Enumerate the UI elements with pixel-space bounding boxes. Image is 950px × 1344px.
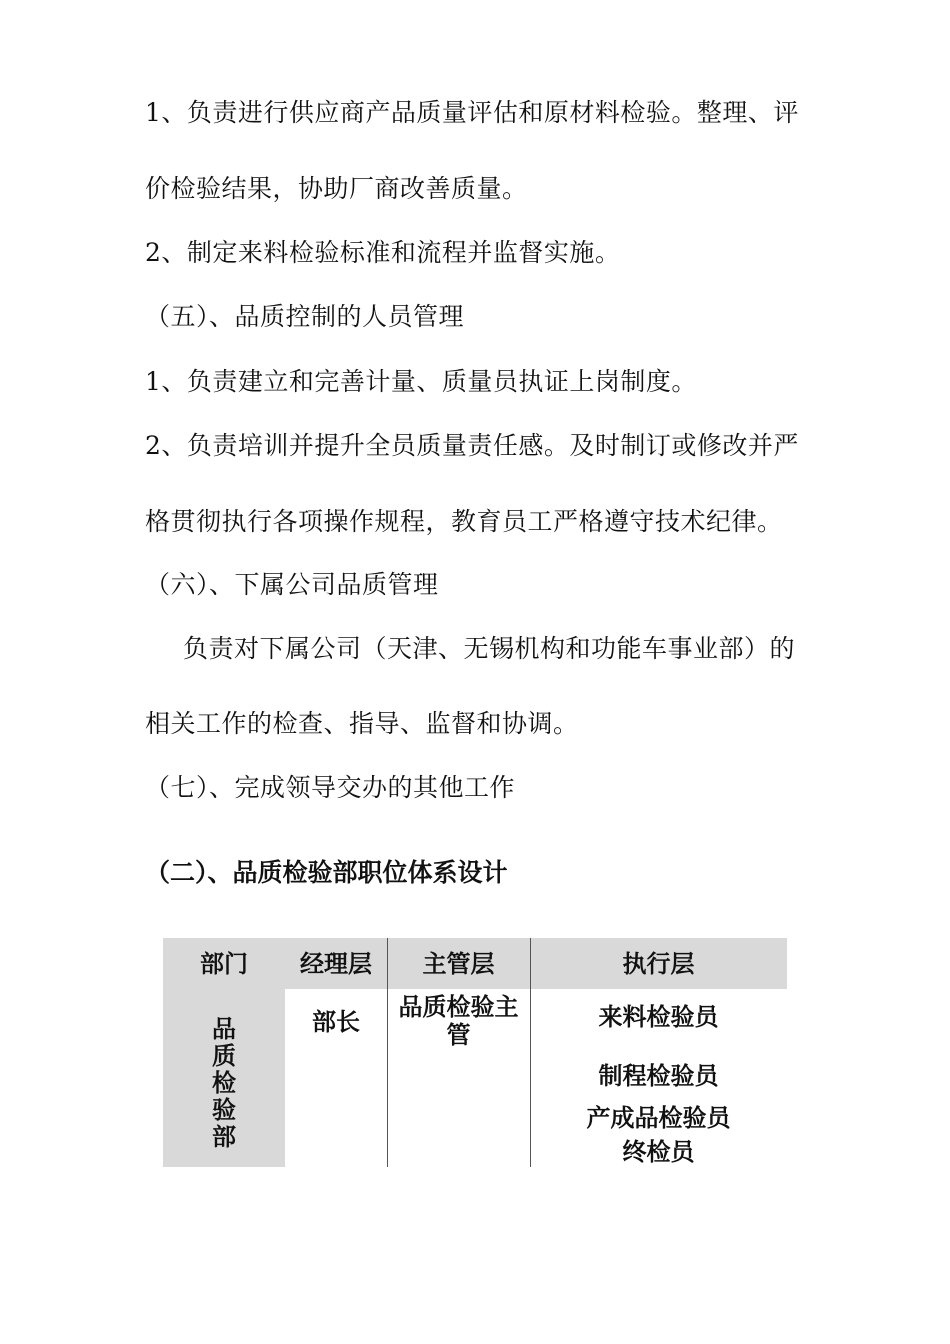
department-char: 检	[212, 1069, 236, 1097]
header-department: 部门	[200, 950, 248, 978]
executor-item: 制程检验员	[598, 1062, 719, 1090]
department-name	[210, 1016, 238, 1151]
supervisor-line: 管	[446, 1021, 471, 1049]
position-table	[163, 938, 787, 1167]
supervisor-line: 品质检验主	[398, 993, 519, 1021]
paragraph-line: 格贯彻执行各项操作规程，教育员工严格遵守技术纪律。	[145, 507, 783, 536]
paragraph-line: 2、负责培训并提升全员质量责任感。及时制订或修改并严	[145, 431, 799, 460]
section-heading: （二）、品质检验部职位体系设计	[145, 858, 508, 887]
paragraph-line: 相关工作的检查、指导、监督和协调。	[145, 709, 579, 738]
paragraph-line: 价检验结果，协助厂商改善质量。	[145, 174, 528, 203]
subsection-title: （七）、完成领导交办的其他工作	[145, 773, 516, 802]
department-char: 验	[212, 1096, 236, 1124]
executor-item: 产成品检验员	[586, 1104, 731, 1132]
paragraph-line: 1、负责建立和完善计量、质量员执证上岗制度。	[145, 367, 697, 396]
header-manager: 经理层	[300, 950, 372, 978]
executor-item: 终检员	[622, 1138, 695, 1166]
paragraph-line: 1、负责进行供应商产品质量评估和原材料检验。整理、评	[145, 98, 799, 127]
department-char: 品	[212, 1015, 236, 1043]
department-char: 质	[212, 1042, 236, 1070]
executor-item: 来料检验员	[598, 1003, 719, 1031]
paragraph-line: 2、制定来料检验标准和流程并监督实施。	[145, 238, 621, 267]
department-char: 部	[212, 1123, 236, 1151]
header-supervisor: 主管层	[422, 950, 495, 978]
subsection-title: （六）、下属公司品质管理	[145, 570, 439, 599]
header-executor: 执行层	[622, 950, 695, 978]
manager-cell: 部长	[312, 1008, 360, 1036]
paragraph-line: 负责对下属公司（天津、无锡机构和功能车事业部）的	[183, 634, 796, 663]
subsection-title: （五）、品质控制的人员管理	[145, 302, 465, 331]
